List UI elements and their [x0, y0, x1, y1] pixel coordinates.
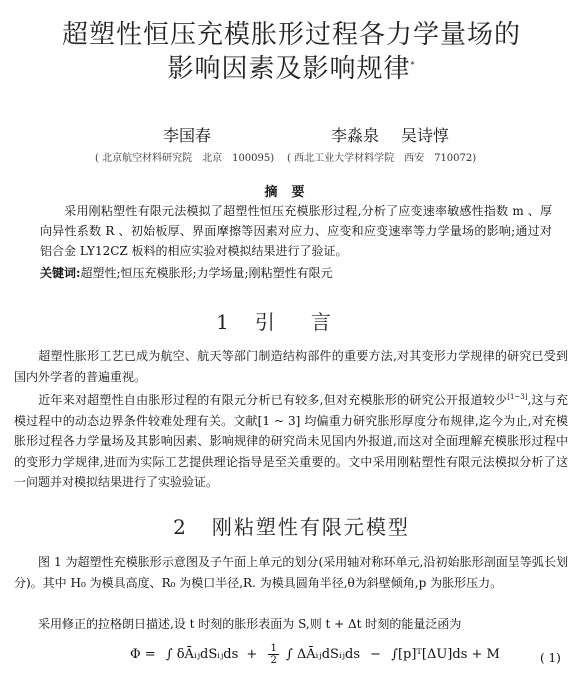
energy-functional-equation: Φ = ∫ δĀᵢⱼdSᵢⱼds + $\frac{1}{2}$ ∫ ΔĀᵢⱼdSᵢⱼds − ∫[p]ᵀ[ΔU]ds + M — [130, 643, 500, 666]
paper-title-line2 — [0, 48, 583, 85]
section1-paragraph2: 近年来对超塑性自由胀形过程的有限元分析已有较多,但对充模胀形的研究公开报道较少[1~3],这与充模过程中的动态边界条件较难处理有关。文献[1 ~ 3] 均偏重力研究胀形厚度分布规律,迄今为止,对充模胀形过程各力学量场及其影响因素、影响规律的研究尚未见国内外报道,而这对全面理解充模胀形过程中的变形力学规律,进而为实际工艺提供理论指导是至关重要的。文中采用刚粘塑性有限元法模拟分析了这一问题并对模拟结果进行了实验验证。 — [14, 393, 568, 489]
section2-number: 2 — [173, 515, 186, 539]
section2-title: 刚粘塑性有限元模型 — [211, 515, 410, 539]
equation-fraction: $\frac{1}{2}$ — [270, 643, 277, 666]
author-wu-shidun: 吴诗惇 — [401, 126, 450, 145]
section1-number: 1 — [216, 310, 229, 334]
author-li-guochun: 李国春 — [163, 126, 212, 145]
section1-title: 引言 — [254, 310, 367, 334]
citation-superscript: [1~3] — [507, 393, 528, 401]
section2-paragraph2: 采用修正的拉格朗日描述,设 t 时刻的胀形表面为 S,则 t + Δt 时刻的能量泛函为 — [38, 617, 462, 631]
title-footnote-mark: * — [410, 60, 416, 70]
keywords — [40, 263, 552, 284]
affiliation-right: ( 西北工业大学材料学院 西安 710072) — [287, 153, 477, 164]
section2-heading — [0, 511, 583, 540]
keywords-text: 超塑性;恒压充模胀形;力学场量;刚粘塑性有限元 — [80, 266, 333, 280]
section1-paragraph1: 超塑性胀形工艺已成为航空、航天等部门制造结构部件的重要方法,对其变形力学规律的研究已受到国内外学者的普遍重视。 — [14, 349, 568, 384]
section1-heading — [0, 306, 583, 335]
author-li-miaoquan: 李淼泉 — [331, 126, 380, 145]
affiliation-left: ( 北京航空材料研究院 北京 100095) — [95, 153, 275, 164]
paper-title-text: 影响因素及影响规律 — [167, 54, 411, 84]
abstract-body: 采用刚粘塑性有限元法模拟了超塑性恒压充模胀形过程,分析了应变速率敏感性指数 m 、厚向异性系数 R 、初始板厚、界面摩擦等因素对应力、应变和应变速率等力学量场的影响;通过对铝合金 LY12CZ 板料的相应实验对模拟结果进行了验证。 — [40, 204, 552, 258]
abstract-heading: 摘要 — [264, 185, 319, 200]
keywords-label: 关键词: — [40, 266, 81, 280]
section2-paragraph1: 图 1 为超塑性充模胀形示意图及子午面上单元的划分(采用轴对称环单元,沿初始胀形剖面呈等弧长划分)。其中 H₀ 为模具高度、R₀ 为模口半径,R. 为模具圆角半径,θ为斜壁倾角,p 为胀形压力。 — [14, 555, 568, 590]
paper-title-line1: 超塑性恒压充模胀形过程各力学量场的 — [61, 20, 521, 50]
equation-number: ( 1) — [540, 651, 561, 665]
